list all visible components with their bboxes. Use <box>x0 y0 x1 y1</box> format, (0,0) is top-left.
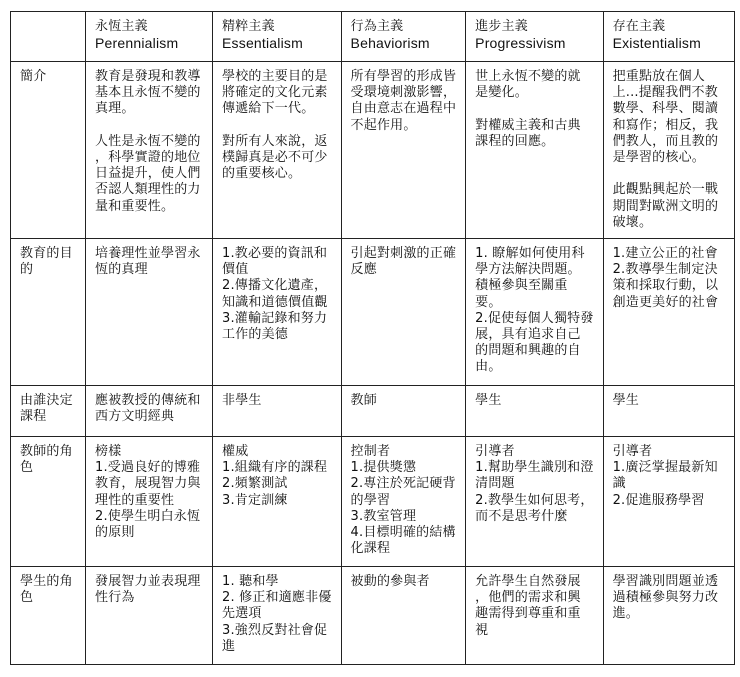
cell-text-line <box>475 101 593 117</box>
cell-text-line: 1.建立公正的社會 <box>612 246 718 261</box>
row-label <box>11 239 86 386</box>
cell-text-line: 培養理性並學習永 <box>95 246 201 261</box>
cell-text-line: 2.傳播文化遺產， <box>222 278 328 294</box>
cell-text-line: 1. 瞭解如何使用科 <box>475 246 585 261</box>
row-label <box>11 386 86 437</box>
cell-text-line: 自由意志在過程中 <box>350 101 457 117</box>
table-cell <box>213 567 342 665</box>
row-label-line: 教育的目 <box>20 246 73 261</box>
cell-text-line: 化課程 <box>350 541 391 557</box>
cell-text-line: 引起對刺激的正確 <box>350 246 457 261</box>
cell-text-line: 教育，展現智力與 <box>95 476 201 492</box>
row-label-line: 課程 <box>20 409 47 425</box>
cell-text-line: 1.提供獎懲 <box>350 460 417 476</box>
row-label <box>11 567 86 665</box>
cell-text-line: 學校的主要目的是 <box>222 69 328 84</box>
cell-text-line: 1.受過良好的博雅 <box>95 460 201 476</box>
row-label-line: 教師的角 <box>20 444 73 459</box>
cell-text-line: 積極參與至關重 <box>475 278 568 294</box>
table-cell <box>341 386 466 437</box>
table-cell <box>341 239 466 386</box>
table-cell <box>213 62 342 239</box>
header-cell <box>341 12 466 62</box>
cell-text-line: 量和重要性。 <box>95 198 175 214</box>
table-cell <box>86 386 213 437</box>
header-row <box>11 12 735 62</box>
cell-text-line: 們教人，而且教的 <box>612 133 719 149</box>
cell-text-line: 而不是思考什麼 <box>475 508 568 524</box>
cell-text-line: 4.目標明確的結構 <box>350 525 456 541</box>
cell-text-line: 日益提升，使人們 <box>95 166 201 182</box>
table-row-purpose <box>11 239 735 386</box>
cell-text-line: 對權威主義和古典 <box>475 117 581 133</box>
cell-text-line: 受環境刺激影響， <box>350 85 457 101</box>
table-row-intro <box>11 62 735 239</box>
table-cell <box>86 62 213 239</box>
cell-text-line: 學習識別問題並透 <box>612 574 719 589</box>
cell-text-line: 知識和道德價值觀 <box>222 294 328 310</box>
cell-text-line: 和寫作；相反，我 <box>612 117 719 133</box>
cell-text-line: 教育是發現和教導 <box>95 69 201 84</box>
cell-text-line: 進 <box>222 638 236 654</box>
cell-text-line: 課程的回應。 <box>475 133 555 149</box>
cell-text-line: ，科學實證的地位 <box>95 150 201 165</box>
cell-text-line: 期間對歐洲文明的 <box>612 198 719 214</box>
cell-text-line: 1.教必要的資訊和 <box>222 246 328 261</box>
cell-text-line: 把重點放在個人 <box>612 69 705 84</box>
table-cell <box>86 567 213 665</box>
cell-text-line <box>222 118 332 134</box>
row-label-line: 色 <box>20 590 34 606</box>
corner-cell <box>11 12 86 62</box>
cell-text-line: 傳遞給下一代。 <box>222 101 315 117</box>
cell-text-line <box>95 118 203 134</box>
table-cell <box>466 567 603 665</box>
table-cell <box>341 437 466 567</box>
cell-text-line: 恆的真理 <box>95 262 148 278</box>
table-cell <box>466 437 603 567</box>
cell-text-line: 引導者 <box>475 444 515 459</box>
cell-text-line: 識 <box>612 476 626 492</box>
cell-text-line: 被動的參與者 <box>350 574 430 589</box>
table-cell <box>213 386 342 437</box>
cell-text-line: 應被教授的傳統和 <box>95 393 201 408</box>
row-label-line: 學生的角 <box>20 574 73 589</box>
cell-text-line: 的問題和興趣的自 <box>475 343 581 359</box>
cell-text-line: 破壞。 <box>612 214 653 230</box>
row-label-line: 簡介 <box>20 69 47 84</box>
cell-text-line: 清問題 <box>475 476 515 492</box>
cell-text-line: 否認人類理性的力 <box>95 182 201 198</box>
cell-text-line: 視 <box>475 622 489 638</box>
header-cell <box>603 12 734 62</box>
cell-text-line: 策和採取行動，以 <box>612 278 719 294</box>
cell-text-line: 工作的美德 <box>222 327 289 343</box>
cell-text-line: 將確定的文化元素 <box>222 85 328 101</box>
header-en: Behaviorism <box>350 35 430 52</box>
cell-text-line: 2.教導學生制定決 <box>612 262 718 278</box>
table-cell <box>213 239 342 386</box>
cell-text-line <box>613 166 725 182</box>
cell-text-line: 3.強烈反對社會促 <box>222 622 328 638</box>
cell-text-line: 對所有人來說，返 <box>222 133 328 149</box>
cell-text-line: 由。 <box>475 359 502 375</box>
cell-text-line: 2.專注於死記硬背 <box>350 476 456 492</box>
cell-text-line: 創造更美好的社會 <box>612 294 719 310</box>
cell-text-line: 過積極參與努力改 <box>612 590 719 606</box>
row-label-line: 由誰決定 <box>20 393 73 408</box>
table-row-curriculum-decider <box>11 386 735 437</box>
cell-text-line: 教師 <box>350 393 377 408</box>
cell-text-line: 真理。 <box>95 101 135 117</box>
table-cell <box>213 437 342 567</box>
cell-text-line: 2.教學生如何思考， <box>475 492 594 508</box>
cell-text-line: 3.肯定訓練 <box>222 492 288 508</box>
cell-text-line: 先選項 <box>222 606 262 622</box>
cell-text-line: 要。 <box>475 294 502 310</box>
cell-text-line: 數學、科學、閱讀 <box>612 101 719 117</box>
header-cell <box>466 12 603 62</box>
cell-text-line: ，他們的需求和興 <box>475 590 581 606</box>
cell-text-line: 控制者 <box>350 444 391 459</box>
table-cell <box>603 437 734 567</box>
cell-text-line: 1.組織有序的課程 <box>222 460 328 476</box>
cell-text-line: 發展智力並表現理 <box>95 574 201 589</box>
table-cell <box>603 567 734 665</box>
philosophy-comparison-table <box>10 11 735 665</box>
cell-text-line: 1. 聽和學 <box>222 574 279 589</box>
cell-text-line: 理性的重要性 <box>95 492 175 508</box>
cell-text-line: 基本且永恆不變的 <box>95 85 201 101</box>
cell-text-line: 2.使學生明白永恆 <box>95 508 201 524</box>
header-en: Essentialism <box>222 35 303 52</box>
cell-text-line: 引導者 <box>612 444 653 459</box>
cell-text-line: 的學習 <box>350 492 391 508</box>
cell-text-line: 2. 修正和適應非優 <box>222 590 332 606</box>
header-zh: 進步主義 <box>475 19 528 34</box>
table-cell <box>341 567 466 665</box>
header-en: Perennialism <box>95 35 179 52</box>
cell-text-line: 非學生 <box>222 393 262 408</box>
cell-text-line: 是學習的核心。 <box>612 150 705 166</box>
header-cell <box>86 12 213 62</box>
cell-text-line: 展，具有追求自己 <box>475 327 581 343</box>
header-cell <box>213 12 342 62</box>
cell-text-line: 3.教室管理 <box>350 508 417 524</box>
table-cell <box>603 239 734 386</box>
cell-text-line: 性行為 <box>95 590 135 606</box>
cell-text-line: 上...提醒我們不教 <box>612 85 718 101</box>
cell-text-line: 學生 <box>475 393 502 408</box>
cell-text-line: 是變化。 <box>475 85 528 101</box>
header-zh: 精粹主義 <box>222 19 275 34</box>
cell-text-line: 不起作用。 <box>350 117 417 133</box>
cell-text-line: 價值 <box>222 262 249 278</box>
table-cell <box>466 239 603 386</box>
table-cell <box>86 437 213 567</box>
table-cell <box>466 386 603 437</box>
header-en: Existentialism <box>612 35 701 52</box>
header-zh: 行為主義 <box>350 19 404 34</box>
cell-text-line: 的重要核心。 <box>222 166 302 182</box>
header-zh: 永恆主義 <box>95 19 148 34</box>
row-label <box>11 62 86 239</box>
cell-text-line: 所有學習的形成皆 <box>350 69 457 84</box>
header-zh: 存在主義 <box>612 19 666 34</box>
cell-text-line: 學生 <box>612 393 639 408</box>
table-cell <box>86 239 213 386</box>
table-cell <box>603 62 734 239</box>
cell-text-line: 1.幫助學生識別和澄 <box>475 460 594 476</box>
row-label-line: 色 <box>20 460 34 476</box>
cell-text-line: 2.頻繁測試 <box>222 476 288 492</box>
cell-text-line: 3.灌輸記錄和努力 <box>222 310 328 326</box>
cell-text-line: 1.廣泛掌握最新知 <box>612 460 718 476</box>
cell-text-line: 西方文明經典 <box>95 409 175 425</box>
cell-text-line: 允許學生自然發展 <box>475 574 581 589</box>
table-cell <box>466 62 603 239</box>
cell-text-line: 2.促進服務學習 <box>612 492 705 508</box>
cell-text-line: 進。 <box>612 606 639 622</box>
cell-text-line: 2.促使每個人獨特發 <box>475 310 594 326</box>
cell-text-line: 此觀點興起於一戰 <box>612 182 719 198</box>
table-row-student-role <box>11 567 735 665</box>
row-label-line: 的 <box>20 262 34 278</box>
table-cell <box>603 386 734 437</box>
cell-text-line: 趣需得到尊重和重 <box>475 606 581 622</box>
cell-text-line: 人性是永恆不變的 <box>95 133 201 149</box>
cell-text-line: 世上永恆不變的就 <box>475 69 581 84</box>
table-row-teacher-role <box>11 437 735 567</box>
table-cell <box>341 62 466 239</box>
header-en: Progressivism <box>475 35 566 52</box>
cell-text-line: 榜樣 <box>95 444 122 459</box>
row-label <box>11 437 86 567</box>
cell-text-line: 權威 <box>222 444 249 459</box>
cell-text-line: 學方法解決問題。 <box>475 262 581 278</box>
cell-text-line: 反應 <box>350 262 377 278</box>
cell-text-line: 樸歸真是必不可少 <box>222 150 328 165</box>
cell-text-line: 的原則 <box>95 525 135 541</box>
